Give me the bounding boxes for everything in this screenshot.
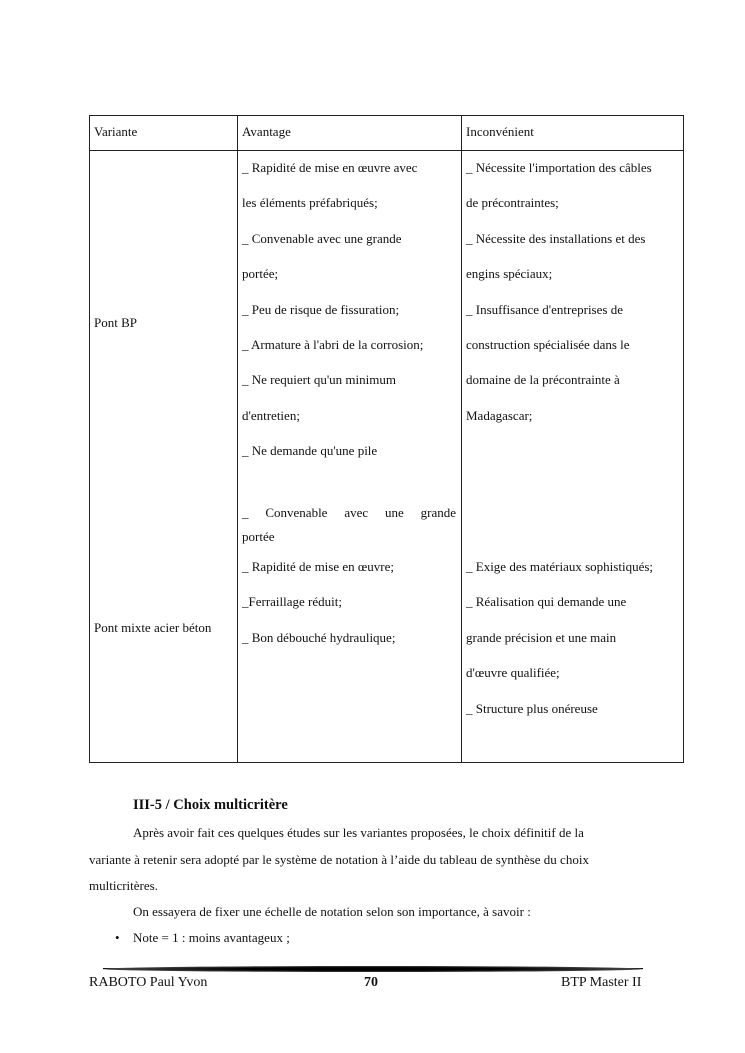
- footer-author: RABOTO Paul Yvon: [89, 975, 208, 990]
- inconvenient-line: domaine de la précontrainte à: [466, 372, 620, 387]
- inconvenient-line: grande précision et une main: [466, 630, 617, 645]
- bullet-icon: •: [115, 930, 120, 945]
- variante-pont-bp: Pont BP: [94, 315, 137, 330]
- avantage-line: _Ferraillage réduit;: [242, 594, 342, 609]
- paragraph-line: variante à retenir sera adopté par le système de notation à l’aide du tableau de synthèse du choix: [89, 852, 589, 867]
- bullet-item: Note = 1 : moins avantageux ;: [133, 930, 290, 945]
- avantage-line: _ Rapidité de mise en œuvre avec: [242, 160, 418, 175]
- footer-program: BTP Master II: [561, 975, 642, 990]
- inconvenient-line: Madagascar;: [466, 408, 533, 423]
- avantage-line: _ Convenable avec une grande: [242, 505, 456, 520]
- header-avantage: Avantage: [242, 124, 291, 139]
- avantage-line: _ Ne demande qu'une pile: [242, 443, 378, 458]
- avantage-line: _ Ne requiert qu'un minimum: [242, 372, 396, 387]
- header-variante: Variante: [94, 124, 138, 139]
- paragraph-line: Après avoir fait ces quelques études sur les variantes proposées, le choix définitif de la: [133, 825, 584, 840]
- avantage-line: _ Rapidité de mise en œuvre;: [242, 559, 394, 574]
- inconvenient-line: _ Nécessite l'importation des câbles: [466, 160, 652, 175]
- header-inconvenient: Inconvénient: [466, 124, 534, 139]
- variante-pont-mixte: Pont mixte acier béton: [94, 620, 212, 635]
- avantage-line: portée: [242, 529, 275, 544]
- inconvenient-line: _ Nécessite des installations et des: [466, 231, 646, 246]
- inconvenient-line: construction spécialisée dans le: [466, 337, 630, 352]
- avantage-line: les éléments préfabriqués;: [242, 195, 378, 210]
- section-heading: III-5 / Choix multicritère: [133, 797, 288, 813]
- avantage-line: d'entretien;: [242, 408, 300, 423]
- inconvenient-line: _ Réalisation qui demande une: [466, 594, 627, 609]
- footer-divider-swoosh: [103, 966, 643, 972]
- inconvenient-line: _ Insuffisance d'entreprises de: [466, 302, 623, 317]
- avantage-line: _ Armature à l'abri de la corrosion;: [242, 337, 424, 352]
- inconvenient-line: de précontraintes;: [466, 195, 559, 210]
- inconvenient-line: _ Exige des matériaux sophistiqués;: [466, 559, 654, 574]
- avantage-line: _ Bon débouché hydraulique;: [242, 630, 396, 645]
- avantage-line: _ Peu de risque de fissuration;: [242, 302, 400, 317]
- inconvenient-line: _ Structure plus onéreuse: [466, 701, 598, 716]
- inconvenient-line: d'œuvre qualifiée;: [466, 665, 560, 680]
- avantage-line: _ Convenable avec une grande: [242, 231, 402, 246]
- page-number: 70: [364, 975, 378, 990]
- paragraph-2: On essayera de fixer une échelle de notation selon son importance, à savoir :: [133, 904, 531, 919]
- paragraph-line: multicritères.: [89, 878, 158, 893]
- avantage-line: portée;: [242, 266, 279, 281]
- inconvenient-line: engins spéciaux;: [466, 266, 553, 281]
